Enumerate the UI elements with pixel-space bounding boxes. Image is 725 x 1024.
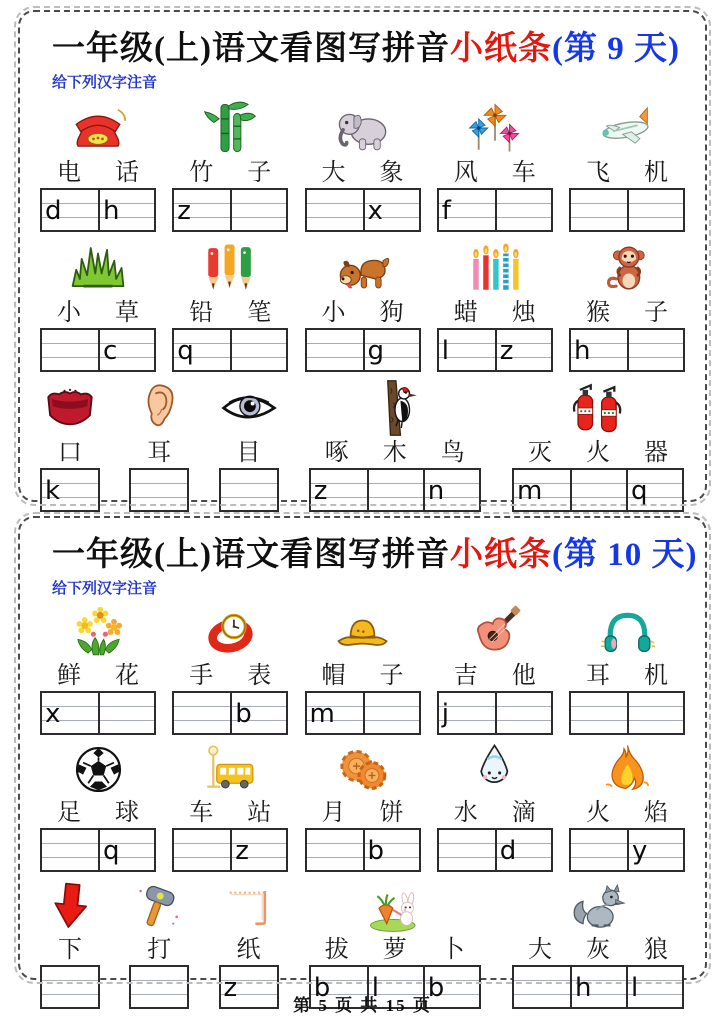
hanzi-word — [172, 298, 288, 328]
pinyin-letter: k — [45, 476, 61, 506]
pinyin-cell[interactable] — [98, 693, 154, 733]
pinyin-cell[interactable] — [230, 190, 286, 230]
hanzi-char: 站 — [247, 800, 272, 826]
pinyin-grid — [569, 828, 685, 872]
down-arrow-icon — [43, 879, 98, 934]
hanzi-word — [305, 661, 421, 691]
pinyin-cell[interactable] — [42, 470, 98, 510]
hanzi-word — [308, 438, 482, 468]
hanzi-char: 打 — [147, 937, 172, 963]
word-item — [129, 379, 189, 512]
elephant-icon — [334, 99, 392, 157]
hanzi-char: 焰 — [644, 800, 668, 826]
pinyin-grid — [172, 188, 288, 232]
word-item — [40, 99, 156, 232]
pinyin-cell[interactable] — [307, 693, 363, 733]
word-item — [172, 239, 288, 372]
pinyin-letter: d — [45, 196, 62, 226]
eye-icon — [220, 379, 278, 437]
pinyin-letter: b — [235, 699, 252, 729]
hanzi-char: 火 — [586, 440, 610, 466]
hanzi-word — [220, 935, 278, 965]
fire-extinguisher-icon — [569, 379, 627, 437]
pinyin-cell[interactable] — [307, 330, 363, 370]
pinwheel-icon — [466, 99, 524, 157]
worksheet-row — [40, 742, 685, 872]
hanzi-char: 猴 — [586, 300, 610, 326]
hanzi-char: 象 — [379, 160, 404, 186]
pinyin-letter: d — [499, 836, 517, 866]
pinyin-cell[interactable] — [363, 693, 419, 733]
hanzi-char: 萝 — [382, 937, 407, 963]
title-highlight: 小纸条 — [449, 31, 552, 67]
section-instruction: 给下列汉字注音 — [52, 74, 158, 91]
hanzi-char: 手 — [189, 663, 214, 689]
hanzi-word — [437, 158, 553, 188]
hanzi-word — [437, 661, 553, 691]
hanzi-char: 烛 — [511, 300, 536, 326]
hanzi-char: 风 — [453, 160, 478, 186]
hanzi-char: 草 — [115, 300, 139, 326]
pinyin-letter: z — [235, 836, 249, 866]
pinyin-cell[interactable] — [174, 830, 230, 870]
pinyin-letter: z — [313, 476, 328, 506]
hanzi-char: 飞 — [586, 160, 610, 186]
pinyin-cell[interactable] — [311, 470, 367, 510]
hat-icon — [335, 605, 390, 660]
pinyin-grid — [437, 691, 553, 735]
mooncake-icon — [335, 742, 390, 797]
pinyin-letter: z — [499, 336, 514, 366]
pinyin-cell[interactable] — [495, 190, 551, 230]
pinyin-cell[interactable] — [174, 190, 230, 230]
soccer-ball-icon — [71, 742, 126, 797]
pinyin-grid — [40, 468, 100, 512]
pinyin-letter: h — [103, 196, 120, 226]
hanzi-char: 饼 — [379, 800, 404, 826]
word-item — [40, 605, 156, 735]
word-item — [511, 379, 685, 512]
page-number: 第 5 页 共 15 页 — [293, 996, 432, 1015]
items-area — [40, 598, 685, 1009]
section-title — [52, 22, 685, 69]
pinyin-cell[interactable] — [570, 470, 626, 510]
woodpecker-icon — [366, 379, 424, 437]
paper-icon — [221, 879, 276, 934]
hanzi-word — [569, 661, 685, 691]
items-area — [40, 92, 685, 512]
rabbit-radish-icon — [367, 879, 422, 934]
hanzi-char: 鸟 — [440, 440, 465, 466]
hanzi-char: 狼 — [644, 937, 668, 963]
pinyin-letter: c — [103, 336, 118, 366]
pencils-icon — [201, 239, 259, 297]
pinyin-cell[interactable] — [98, 830, 154, 870]
pinyin-cell[interactable] — [439, 190, 495, 230]
word-item — [511, 879, 685, 1009]
hanzi-char: 大 — [321, 160, 346, 186]
hanzi-char: 小 — [57, 300, 81, 326]
hanzi-word — [511, 935, 685, 965]
worksheet-section-day9 — [18, 10, 707, 506]
pinyin-letter: m — [309, 699, 335, 729]
water-drop-icon — [467, 742, 522, 797]
candles-icon — [466, 239, 524, 297]
hanzi-char: 耳 — [586, 663, 610, 689]
pinyin-grid — [172, 328, 288, 372]
pinyin-grid — [569, 188, 685, 232]
pinyin-cell[interactable] — [571, 330, 627, 370]
pinyin-letter: j — [441, 699, 449, 729]
hanzi-word — [130, 935, 188, 965]
ear-icon — [130, 379, 188, 437]
hanzi-word — [569, 798, 685, 828]
word-item — [172, 742, 288, 872]
hanzi-char: 口 — [58, 440, 82, 466]
hanzi-char: 水 — [453, 800, 478, 826]
hanzi-char: 铅 — [189, 300, 214, 326]
pinyin-grid — [40, 188, 156, 232]
pinyin-grid — [305, 828, 421, 872]
word-item — [569, 99, 685, 232]
hanzi-word — [40, 798, 156, 828]
word-item — [40, 742, 156, 872]
word-item — [437, 605, 553, 735]
word-item — [569, 239, 685, 372]
hanzi-word — [569, 298, 685, 328]
pinyin-letter: q — [177, 336, 194, 366]
word-item — [308, 379, 482, 512]
pinyin-cell[interactable] — [423, 470, 479, 510]
bus-station-icon — [203, 742, 258, 797]
word-item — [437, 239, 553, 372]
word-item — [308, 879, 482, 1009]
title-prefix: 一年级(上)语文看图写拼音 — [52, 31, 450, 67]
pinyin-cell[interactable] — [174, 330, 230, 370]
hanzi-char: 耳 — [147, 440, 172, 466]
pinyin-letter: y — [632, 836, 648, 866]
pinyin-grid — [437, 328, 553, 372]
word-item — [172, 605, 288, 735]
pinyin-cell[interactable] — [571, 830, 627, 870]
word-item — [437, 99, 553, 232]
pinyin-cell[interactable] — [627, 693, 683, 733]
hanzi-char: 话 — [115, 160, 139, 186]
title-day: (第 9 天) — [551, 31, 680, 67]
pinyin-grid — [305, 691, 421, 735]
pinyin-letter: h — [575, 973, 592, 1003]
hanzi-char: 鲜 — [57, 663, 81, 689]
hanzi-char: 球 — [115, 800, 139, 826]
pinyin-letter: b — [313, 973, 331, 1003]
pinyin-cell[interactable] — [42, 330, 98, 370]
word-item — [569, 605, 685, 735]
hanzi-word — [172, 158, 288, 188]
pinyin-cell[interactable] — [174, 693, 230, 733]
section-title — [52, 528, 698, 575]
hanzi-word — [40, 158, 156, 188]
hammer-icon — [132, 879, 187, 934]
pinyin-cell[interactable] — [42, 693, 98, 733]
pinyin-letter: b — [427, 973, 445, 1003]
pinyin-cell[interactable] — [495, 830, 551, 870]
hanzi-char: 子 — [644, 300, 668, 326]
hanzi-word — [305, 798, 421, 828]
guitar-icon — [467, 605, 522, 660]
pinyin-cell[interactable] — [439, 693, 495, 733]
word-item — [569, 742, 685, 872]
pinyin-cell[interactable] — [571, 190, 627, 230]
pinyin-letter: b — [367, 836, 385, 866]
hanzi-char: 滴 — [511, 800, 536, 826]
pinyin-letter: h — [574, 336, 591, 366]
pinyin-cell[interactable] — [495, 330, 551, 370]
pinyin-cell[interactable] — [495, 693, 551, 733]
pinyin-grid — [437, 828, 553, 872]
wolf-icon — [571, 879, 626, 934]
worksheet-row — [40, 99, 685, 232]
hanzi-char: 车 — [511, 160, 536, 186]
pinyin-cell[interactable] — [514, 470, 570, 510]
hanzi-char: 大 — [528, 937, 552, 963]
hanzi-word — [305, 158, 421, 188]
word-item — [129, 879, 189, 1009]
headphones-icon — [600, 605, 655, 660]
hanzi-char: 足 — [57, 800, 81, 826]
pinyin-letter: q — [103, 836, 120, 866]
pinyin-cell[interactable] — [131, 470, 187, 510]
monkey-icon — [598, 239, 656, 297]
hanzi-char: 月 — [321, 800, 346, 826]
hanzi-char: 子 — [379, 663, 404, 689]
hanzi-char: 拔 — [324, 937, 349, 963]
bamboo-icon — [201, 99, 259, 157]
pinyin-grid — [309, 468, 481, 512]
hanzi-word — [511, 438, 685, 468]
word-item — [305, 742, 421, 872]
pinyin-cell[interactable] — [230, 693, 286, 733]
hanzi-char: 机 — [644, 663, 668, 689]
flame-icon — [600, 742, 655, 797]
title-prefix: 一年级(上)语文看图写拼音 — [52, 537, 450, 573]
pinyin-letter: g — [367, 336, 385, 366]
pinyin-cell[interactable] — [98, 190, 154, 230]
pinyin-letter: n — [427, 476, 445, 506]
pinyin-letter: m — [517, 476, 543, 506]
telephone-icon — [69, 99, 127, 157]
hanzi-char: 小 — [321, 300, 346, 326]
hanzi-word — [305, 298, 421, 328]
pinyin-grid — [305, 328, 421, 372]
title-day: (第 10 天) — [551, 537, 698, 573]
pinyin-grid — [512, 468, 684, 512]
hanzi-char: 子 — [247, 160, 272, 186]
pinyin-cell[interactable] — [98, 330, 154, 370]
pinyin-cell[interactable] — [307, 190, 363, 230]
hanzi-char: 木 — [382, 440, 407, 466]
pinyin-grid — [172, 691, 288, 735]
hanzi-char: 帽 — [321, 663, 346, 689]
hanzi-char: 表 — [247, 663, 272, 689]
hanzi-char: 卜 — [440, 937, 465, 963]
hanzi-char: 笔 — [247, 300, 272, 326]
watch-icon — [203, 605, 258, 660]
hanzi-char: 目 — [236, 440, 261, 466]
pinyin-cell[interactable] — [363, 330, 419, 370]
hanzi-word — [172, 661, 288, 691]
airplane-icon — [598, 99, 656, 157]
pinyin-letter: x — [367, 196, 383, 226]
pinyin-grid — [219, 468, 279, 512]
pinyin-cell[interactable] — [439, 330, 495, 370]
pinyin-grid — [569, 691, 685, 735]
pinyin-cell[interactable] — [627, 190, 683, 230]
pinyin-letter: l — [631, 973, 639, 1003]
pinyin-grid — [129, 468, 189, 512]
hanzi-word — [437, 298, 553, 328]
hanzi-char: 火 — [586, 800, 610, 826]
hanzi-char: 电 — [57, 160, 81, 186]
pinyin-grid — [40, 328, 156, 372]
pinyin-cell[interactable] — [230, 830, 286, 870]
mouth-icon — [41, 379, 99, 437]
hanzi-char: 吉 — [453, 663, 478, 689]
pinyin-letter: f — [441, 196, 451, 226]
worksheet-row — [40, 879, 685, 1009]
hanzi-word — [172, 798, 288, 828]
hanzi-char: 机 — [644, 160, 668, 186]
pinyin-letter: z — [177, 196, 191, 226]
hanzi-char: 下 — [58, 937, 82, 963]
flowers-icon — [71, 605, 126, 660]
word-item — [40, 879, 100, 1009]
worksheet-row — [40, 379, 685, 512]
worksheet-section-day10 — [18, 516, 707, 1003]
hanzi-char: 蜡 — [453, 300, 478, 326]
pinyin-grid — [569, 328, 685, 372]
word-item — [305, 605, 421, 735]
word-item — [40, 239, 156, 372]
hanzi-char: 灰 — [586, 937, 610, 963]
dog-icon — [334, 239, 392, 297]
pinyin-cell[interactable] — [626, 470, 682, 510]
hanzi-word — [41, 935, 99, 965]
pinyin-cell[interactable] — [42, 190, 98, 230]
pinyin-letter: x — [45, 699, 61, 729]
hanzi-word — [220, 438, 278, 468]
hanzi-word — [437, 798, 553, 828]
pinyin-cell[interactable] — [363, 190, 419, 230]
pinyin-letter: z — [223, 973, 238, 1003]
pinyin-cell[interactable] — [307, 830, 363, 870]
hanzi-char: 狗 — [379, 300, 404, 326]
worksheet-row — [40, 605, 685, 735]
hanzi-word — [569, 158, 685, 188]
pinyin-grid — [40, 828, 156, 872]
section-instruction: 给下列汉字注音 — [52, 580, 158, 597]
pinyin-grid — [172, 828, 288, 872]
pinyin-cell[interactable] — [42, 830, 98, 870]
hanzi-char: 灭 — [528, 440, 552, 466]
pinyin-cell[interactable] — [230, 330, 286, 370]
pinyin-cell[interactable] — [627, 830, 683, 870]
pinyin-grid — [437, 188, 553, 232]
pinyin-cell[interactable] — [571, 693, 627, 733]
hanzi-word — [41, 438, 99, 468]
pinyin-cell[interactable] — [221, 470, 277, 510]
word-item — [219, 879, 279, 1009]
word-item — [40, 379, 100, 512]
pinyin-cell[interactable] — [627, 330, 683, 370]
pinyin-grid — [305, 188, 421, 232]
word-item — [305, 239, 421, 372]
hanzi-word — [40, 298, 156, 328]
grass-icon — [69, 239, 127, 297]
pinyin-cell[interactable] — [367, 470, 423, 510]
title-highlight: 小纸条 — [449, 537, 552, 573]
worksheet-row — [40, 239, 685, 372]
pinyin-letter: q — [631, 476, 648, 506]
pinyin-letter: l — [371, 973, 379, 1003]
word-item — [437, 742, 553, 872]
pinyin-grid — [40, 691, 156, 735]
hanzi-word — [308, 935, 482, 965]
hanzi-char: 他 — [511, 663, 536, 689]
hanzi-word — [40, 661, 156, 691]
hanzi-char: 花 — [115, 663, 139, 689]
hanzi-char: 车 — [189, 800, 214, 826]
word-item — [172, 99, 288, 232]
hanzi-word — [130, 438, 188, 468]
pinyin-cell[interactable] — [363, 830, 419, 870]
pinyin-letter: l — [441, 336, 449, 366]
hanzi-char: 啄 — [324, 440, 349, 466]
hanzi-char: 纸 — [236, 937, 261, 963]
pinyin-cell[interactable] — [439, 830, 495, 870]
word-item — [219, 379, 279, 512]
hanzi-char: 器 — [644, 440, 668, 466]
word-item — [305, 99, 421, 232]
hanzi-char: 竹 — [189, 160, 214, 186]
